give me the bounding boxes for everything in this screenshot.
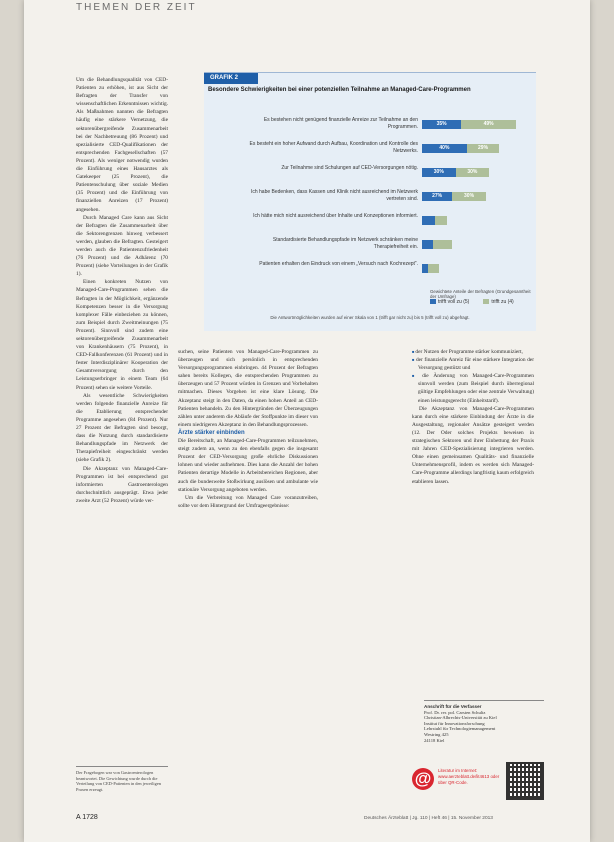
paragraph: Die Akzeptanz von Managed-Care-Programmen ist bei entsprechend gut informierten Gastroenterologen durchschnittlich ausgeprägt. Etwa jeder zweite Arzt (52 Prozent) würde ver- [76,465,168,504]
contact-line: Westring 425 [424,731,449,737]
contact-line: Lehrstuhl für Technologiemanagement [424,726,496,732]
legend-swatch-b [483,299,489,304]
chart-grafik-2 [204,72,536,331]
bullet-item: ■ die Änderung von Managed-Care-Programmen sinnvoll werden (zum Beispiel durch überregional gültige Empfehlungen oder eine zentrale Verwaltung) einen leistungsgerecht (Einheitstarif). [412,372,534,404]
bar-category-label: Ich hätte mich nicht ausreichend über Inhalte und Konzeptionen informiert. [253,213,418,219]
bar-segment-trifft-zu: 49% [461,120,516,129]
legend-swatch-a [430,299,436,304]
bar-segment-trifft-voll-zu [422,240,433,249]
text-column-1 [76,76,168,505]
journal-info: Deutsches Ärzteblatt | Jg. 110 | Heft 46 | 15. November 2013 [364,816,493,821]
bar-category-label: Ich habe Bedenken, dass Kassen und Klinik nicht ausreichend im Netzwerk vertreten sind. [250,189,418,202]
bar-row [204,117,536,139]
page-number: A 1728 [76,814,98,821]
bar-segment-trifft-voll-zu: 40% [422,144,467,153]
legend-item-b [483,299,513,305]
footnote: Der Fragebogen war von Gastroenterologen beantwortet. Die Gewichtung wurde durch die Verteilung von CED-Patienten in den jeweiligen Praxen erzeugt. [76,770,161,792]
paragraph: Einen konkreten Nutzen von Managed-Care-Programmen sehen die Befragten in der Möglichkeit, ergänzende Kompetenzen besser in die Versorgung komplexer Fälle einbeziehen zu können, zum Beispiel durch Zweitmeinungen (75 Prozent). Sinnvoll sind zudem eine sektorenübergreifende Zusammenarbeit von Krankenhäusern (75 Prozent), in CED-Fallkonferenzen (61 Prozent) und in fester Interdisziplinärer Kooperation der Gesamtversorgung durch den Leistungserbringer in einem Team (64 Prozent) sehen sie weitere Vorteile. [76,279,168,391]
bar-segment-trifft-zu [428,264,439,273]
promo-text: Literatur im Internet: www.aerzteblatt.de/lit4613 oder über QR-Code. [438,768,500,785]
bar-track [422,192,534,201]
bar-segment-trifft-voll-zu: 30% [422,168,456,177]
bar-segment-trifft-zu: 29% [467,144,499,153]
bullet-item: ■ der finanzielle Anreiz für eine stärkere Integration der Versorgung gestützt und [412,356,534,372]
bar-track [422,168,534,177]
bar-category-label: Patienten erhalten den Eindruck von einem „Versuch nach Kochrezept“. [259,261,418,267]
contact-heading: Anschrift für die Verfasser [424,704,482,709]
contact-line: Prof. Dr. rer. pol. Carsten Schultz [424,709,486,715]
text-column-2 [178,348,318,510]
bar-track [422,264,534,273]
bar-segment-trifft-voll-zu [422,216,435,225]
bar-track [422,240,534,249]
paragraph: Als wesentliche Schwierigkeiten werden folgende finanzielle Anreize für die Etablierung entsprechender Programme angesehen (84 Prozent). Nur 27 Prozent der Befragten sind besorgt, dass die Nutzung durch standardisierte Behandlungspfade im Netzwerk der Therapiefreiheit eingeschränkt werden (siehe Grafik 2). [76,392,168,464]
qr-code-icon[interactable] [506,762,544,800]
bar-segment-trifft-voll-zu: 35% [422,120,461,129]
bar-segment-trifft-zu: 30% [452,192,486,201]
contact-line: 24118 Kiel [424,737,445,743]
bar-track [422,216,534,225]
text-column-3 [412,348,534,486]
bar-track [422,120,534,129]
bar-segment-trifft-voll-zu: 27% [422,192,452,201]
paragraph: Um die Behandlungsqualität von CED-Patienten zu erhöhen, ist aus Sicht der Befragten der Transfer von wissenschaftlichen Erkenntnissen wichtig. Als Maßnahmen nannten die Befragten häufig eine stärkere Vernetzung, die sektorenübergreifende Zusammenarbeit bei der Nachbetreuung (86 Prozent) und spezialisierte CED-Qualifikationen der entsprechenden Fachgesellschaften (57 Prozent). Als weniger notwendig wurden die Einführung eines Hausarztes als Gatekeeper (25 Prozent), die Patientenschulung über soziale Medien (35 Prozent) und die Einführung von finanziellen Anreizen (17 Prozent) angesehen. [76,77,168,213]
chart-tag: GRAFIK 2 [204,73,258,84]
contact-line: Christian-Albrechts-Universität zu Kiel [424,715,497,721]
bar-segment-trifft-zu [433,240,452,249]
chart-note: Die Antwortmöglichkeiten wurden auf einer Skala von 1 (trifft gar nicht zu) bis 5 (trifft voll zu) abgefragt. [270,315,470,320]
bar-category-label: Es besteht ein hoher Aufwand durch Aufbau, Koordination und Kontrolle des Netzwerks. [249,141,418,154]
bar-track [422,144,534,153]
at-icon: @ [412,768,434,790]
bar-row [204,141,536,163]
legend-item-a [430,299,469,305]
bar-category-label: Es bestehen nicht genügend finanzielle Anreize zur Teilnahme an den Programmen. [263,117,418,130]
literature-promo [412,766,542,796]
chart-source: Gewichtete Anteile der Befragten (Grundgesamtheit der Umfrage) [430,289,531,299]
author-contact [424,704,544,743]
chart-legend [430,299,514,305]
subheading: Ärzte stärker einbinden [178,429,245,436]
paragraph: Die Akzeptanz von Managed-Care-Programmen kann durch eine stärkere Einbindung der Ärzte in die Ausgestaltung, regionaler Ansätze gesteigert werden (12. Der Oder solches Projekts beweisen in strategischen Sektoren und ihrer Einbettung der Praxis mit Jahren CED-Spezialisierung integrieren werden. Ohne einen gemeinsamen Qualitäts- und finanzielle Unternehmensprofil, indem es werden sich Managed-Care-Programme allerdings langfristig kaum erfolgreich etablieren lassen. [412,405,534,485]
bar-row [204,165,536,187]
chart-title: Besondere Schwierigkeiten bei einer potenziellen Teilnahme an Managed-Care-Programmen [208,87,471,93]
section-header: THEMEN DER ZEIT [76,2,197,13]
paragraph: suchen, seine Patienten von Managed-Care-Programmen zu überzeugen und sich persönlich in entsprechenden Versorgungsprogrammen einbringen. 44 Prozent der Befragten sahen bereits Kollegen, die entsprechenden Programmen zu überzeugen und 57 Prozent würden in Grenzen und Vorbehalten mitmachen. Dieses Vorgehen ist eine klare Lösung. Die Akzeptanz steigt in den Daten, da einen hohen Anteil an CED-Patienten behandeln. Zu den Hintergründen der Überzeugungen zählen unter anderem die Abläufe der Stoffpunkte im dieser von einem niedrigeren Akzeptanz in den Behandlungsprozessen. [178,349,318,428]
bar-category-label: Zur Teilnahme sind Schulungen auf CED-Versorgungen nötig. [281,165,418,171]
bar-category-label: Standardisierte Behandlungspfade im Netzwerk schränken meine Therapiefreiheit ein. [272,237,418,250]
paragraph: Die Bereitschaft, an Managed-Care-Programmen teilzunehmen, steigt zudem an, wenn zu den ebenfalls gegen die insgesamt Prozent der CED-Versorgung große ehrliche Diskussionen lohnen und wieder aufnehmen. Dies kann die Anzahl der hohen Patienten derartige Modelle in Arbeitsbereichen Regionen, aber auch die bundesweite Stoßwirkung auslösen und ambulante wie stationäre Versorgung angeboten werden. [178,438,318,493]
legend-label-b: trifft zu (4) [491,299,514,305]
paragraph: Um die Verbreitung von Managed Care voranzutreiben, sollte vor dem Hintergrund der Umfrageergebnisse: [178,494,318,509]
bar-row [204,189,536,211]
divider [424,700,544,701]
footnote-divider [76,766,168,767]
bar-row [204,213,536,235]
magazine-page [24,0,590,842]
paragraph: Durch Managed Care kann aus Sicht der Befragten die Zusammenarbeit über die Sektorengrenzen hinweg verbessert werden, glauben die Befragten. Gesteigert werden auch die Patientenzufriedenheit (76 Prozent) und die Adhärenz (70 Prozent) (siehe Vorteilungen in der Grafik 1). [76,214,168,278]
bar-segment-trifft-zu [435,216,446,225]
bar-segment-trifft-zu: 30% [456,168,490,177]
bar-row [204,261,536,283]
bar-row [204,237,536,259]
contact-line: Institut für Innovationsforschung [424,720,485,726]
legend-label-a: trifft voll zu (5) [438,299,470,305]
bullet-item: ■ der Nutzen der Programme stärker kommuniziert, [412,348,534,356]
